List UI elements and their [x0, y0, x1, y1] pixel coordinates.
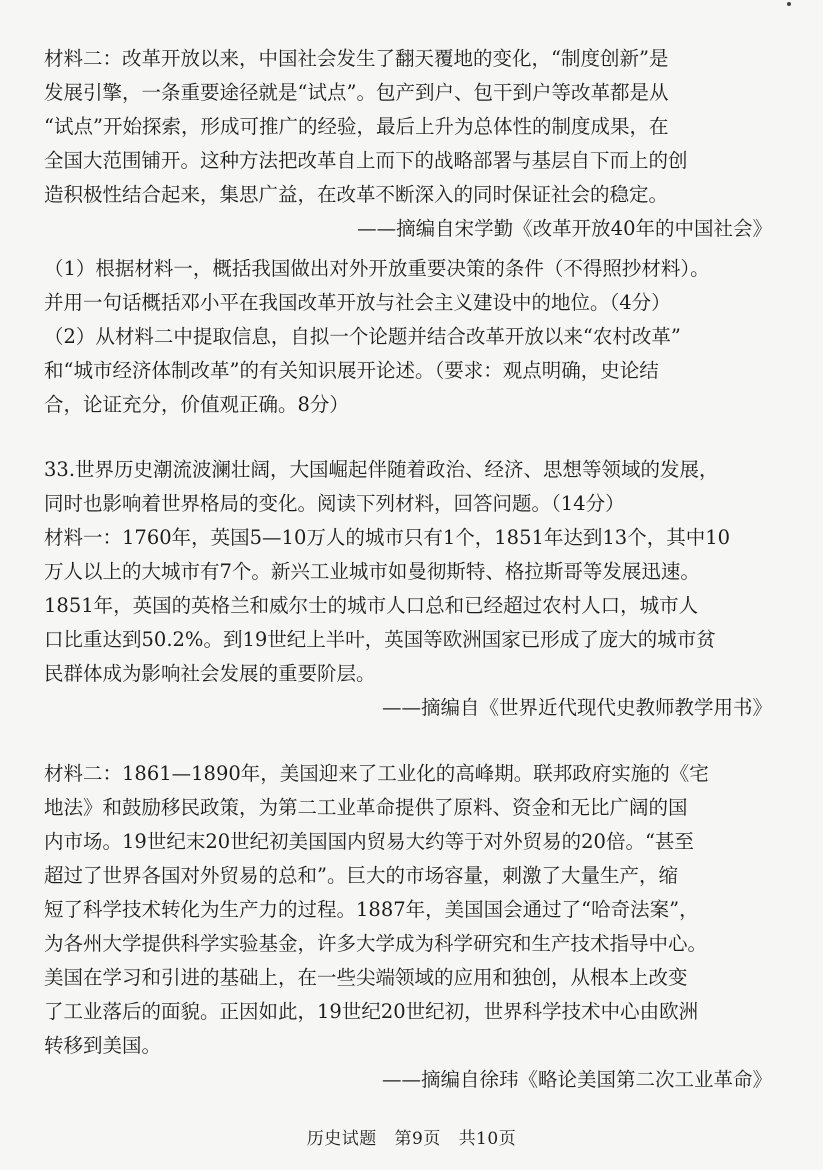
- material-two-usa: [44, 757, 774, 1097]
- text-line: 为各州大学提供科学实验基金，许多大学成为科学研究和生产技术指导中心。: [44, 932, 708, 955]
- question-33: [44, 453, 774, 725]
- material-two-reform: [44, 42, 774, 246]
- text-line: 了工业落后的面貌。正因如此，19世纪20世纪初，世界科学技术中心由欧洲: [44, 1000, 699, 1023]
- text-line: 33.世界历史潮流波澜壮阔，大国崛起伴随着政治、经济、思想等领域的发展，: [44, 458, 719, 481]
- text-line: 造积极性结合起来，集思广益，在改革不断深入的同时保证社会的稳定。: [44, 183, 669, 206]
- text-line: 短了科学技术转化为生产力的过程。1887年，美国国会通过了“哈奇法案”，: [44, 898, 699, 921]
- text-line: 材料二：1861—1890年，美国迎来了工业化的高峰期。联邦政府实施的《宅: [44, 762, 709, 785]
- question-line: 并用一句话概括邓小平在我国改革开放与社会主义建设中的地位。（4分）: [44, 291, 671, 314]
- text-line: 1851年，英国的英格兰和威尔士的城市人口总和已经超过农村人口，城市人: [44, 594, 699, 617]
- text-line: 内市场。19世纪末20世纪初美国国内贸易大约等于对外贸易的20倍。“甚至: [44, 830, 694, 853]
- page-footer: [0, 1126, 823, 1152]
- source-citation: ——摘编自《世界近代现代史教师教学用书》: [381, 696, 772, 719]
- source-citation: ——摘编自宋学勤《改革开放40年的中国社会》: [357, 217, 772, 240]
- question-line: （2）从材料二中提取信息，自拟一个论题并结合改革开放以来“农村改革”: [44, 325, 681, 348]
- text-line: “试点”开始探索，形成可推广的经验，最后上升为总体性的制度成果，在: [44, 115, 669, 138]
- text-line: 全国大范围铺开。这种方法把改革自上而下的战略部署与基层自下而上的创: [44, 149, 688, 172]
- footer-page-total: 共10页: [458, 1129, 517, 1149]
- source-citation: ——摘编自徐玮《略论美国第二次工业革命》: [381, 1068, 772, 1091]
- text-line: 材料二：改革开放以来，中国社会发生了翻天覆地的变化，“制度创新”是: [44, 47, 669, 70]
- text-line: 材料一：1760年，英国5—10万人的城市只有1个，1851年达到13个，其中10: [44, 526, 731, 549]
- question-32-prompts: [44, 252, 774, 422]
- question-line: 和“城市经济体制改革”的有关知识展开论述。（要求：观点明确，史论结: [44, 359, 659, 382]
- text-line: 口比重达到50.2%。到19世纪上半叶，英国等欧洲国家已形成了庞大的城市贫: [44, 628, 716, 651]
- text-line: 超过了世界各国对外贸易的总和”。巨大的市场容量，刺激了大量生产，缩: [44, 864, 678, 887]
- footer-subject: 历史试题: [306, 1129, 377, 1149]
- text-line: 转移到美国。: [44, 1034, 162, 1057]
- footer-page-number: 第9页: [394, 1129, 441, 1149]
- scan-speck: [787, 2, 791, 6]
- text-line: 地法》和鼓励移民政策，为第二工业革命提供了原料、资金和无比广阔的国: [44, 796, 688, 819]
- text-line: 美国在学习和引进的基础上，在一些尖端领域的应用和独创，从根本上改变: [44, 966, 688, 989]
- text-line: 万人以上的大城市有7个。新兴工业城市如曼彻斯特、格拉斯哥等发展迅速。: [44, 560, 700, 583]
- text-line: 同时也影响着世界格局的变化。阅读下列材料，回答问题。（14分）: [44, 492, 625, 515]
- question-line: 合，论证充分，价值观正确。8分）: [44, 393, 349, 416]
- text-line: 发展引擎，一条重要途径就是“试点”。包产到户、包干到户等改革都是从: [44, 81, 669, 104]
- question-line: （1）根据材料一，概括我国做出对外开放重要决策的条件（不得照抄材料）。: [44, 257, 710, 280]
- text-line: 民群体成为影响社会发展的重要阶层。: [44, 662, 376, 685]
